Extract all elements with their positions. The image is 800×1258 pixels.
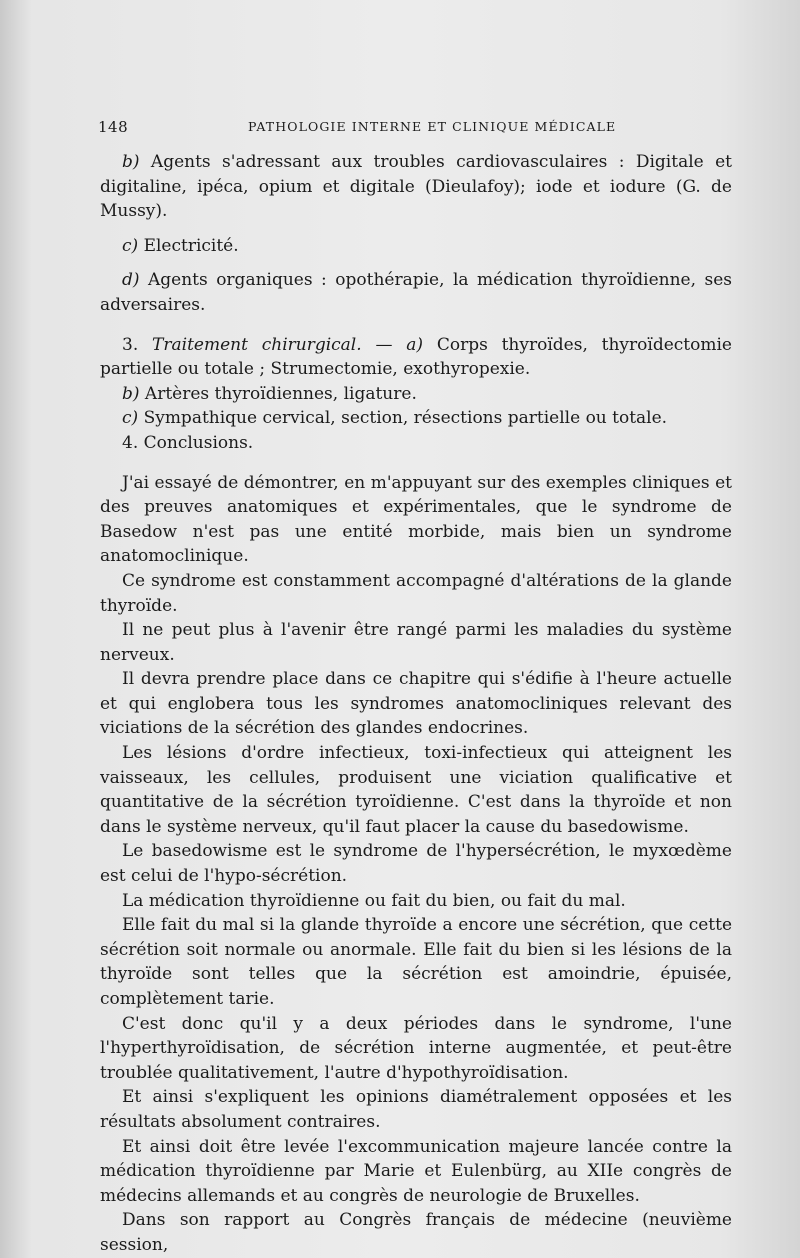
paragraph: Ce syndrome est constamment accompagné d'altérations de la glande thyroïde. xyxy=(100,570,732,616)
section-heading: Traitement chirurgical. xyxy=(152,334,362,355)
heading-dash: — xyxy=(375,334,393,355)
list-label: c) xyxy=(122,235,139,256)
paragraph: Il devra prendre place dans ce chapitre qui s'édifie à l'heure actuelle et qui englobera tous les syndromes anatomocliniques relevant des viciations de la sécrétion des glandes endocrines. xyxy=(100,669,732,739)
paragraph: Elle fait du mal si la glande thyroïde a encore une sécrétion, que cette sécrétion soit normale ou anormale. Elle fait du bien si les lésions de la thyroïde sont telles que la sécrétion est amoindrie, épuisée, complètement tarie. xyxy=(100,915,732,1009)
paragraph: Dans son rapport au Congrès français de médecine (neuvième session, xyxy=(100,1210,732,1255)
list-label: d) xyxy=(122,270,140,291)
paragraph: La médication thyroïdienne ou fait du bien, ou fait du mal. xyxy=(122,890,626,911)
list-item-surgical-c xyxy=(100,406,732,431)
list-item-b xyxy=(100,150,732,224)
list-item-c xyxy=(100,234,732,259)
paragraph: Et ainsi doit être levée l'excommunication majeure lancée contre la médication thyroïdienne par Marie et Eulenbürg, au XIIe congrès de médecins allemands et au congrès de neurologie de Bruxelles. xyxy=(100,1136,732,1206)
list-label: b) xyxy=(122,383,140,404)
list-text: Electricité. xyxy=(143,235,239,256)
paragraph: J'ai essayé de démontrer, en m'appuyant sur des exemples cliniques et des preuves anatomiques et expérimentales, que le syndrome de Basedow n'est pas une entité morbide, mais bien un syndrome anatomoclinique. xyxy=(100,472,732,567)
page-number: 148 xyxy=(98,118,129,136)
page-header xyxy=(98,118,720,138)
paragraph: Le basedowisme est le syndrome de l'hypersécrétion, le myxœdème est celui de l'hypo-sécrétion. xyxy=(100,841,732,887)
list-text: Sympathique cervical, section, résections partielle ou totale. xyxy=(143,408,668,429)
paragraph: Il ne peut plus à l'avenir être rangé parmi les maladies du système nerveux. xyxy=(100,620,732,665)
list-text: Corps thyroïdes, thyroïdectomie partielle ou totale ; Strumectomie, exothyropexie. xyxy=(100,334,732,380)
list-item-surgical-b xyxy=(100,382,732,407)
paragraph: Et ainsi s'expliquent les opinions diamétralement opposées et les résultats absolument contraires. xyxy=(100,1087,732,1132)
conclusions-heading: 4. Conclusions. xyxy=(122,432,254,453)
surgical-heading-item xyxy=(100,333,732,382)
body-text xyxy=(100,150,732,1258)
paragraph: Les lésions d'ordre infectieux, toxi-infectieux qui atteignent les vaisseaux, les cellules, produisent une viciation qualificative et quantitative de la sécrétion tyroïdienne. C'est dans la thyroïde et non dans le système nerveux, qu'il faut placer la cause du basedowisme. xyxy=(100,743,732,837)
list-item-d xyxy=(100,268,732,317)
list-text: Agents s'adressant aux troubles cardiovasculaires : Digitale et digitaline, ipéca, opium et digitale (Dieulafoy); iode et iodure (G. de Mussy). xyxy=(100,152,732,222)
list-text: Agents organiques : opothérapie, la médication thyroïdienne, ses adversaires. xyxy=(100,270,733,315)
running-title: PATHOLOGIE INTERNE ET CLINIQUE MÉDICALE xyxy=(248,119,617,134)
paragraph: C'est donc qu'il y a deux périodes dans le syndrome, l'une l'hyperthyroïdisation, de sécrétion interne augmentée, et peut-être troublée qualitativement, l'autre d'hypothyroïdisation. xyxy=(100,1013,732,1083)
section-number: 3. xyxy=(122,334,139,355)
list-label: a) xyxy=(406,334,424,355)
list-text: Artères thyroïdiennes, ligature. xyxy=(144,383,417,404)
list-label: c) xyxy=(122,408,139,429)
list-label: b) xyxy=(122,152,140,172)
